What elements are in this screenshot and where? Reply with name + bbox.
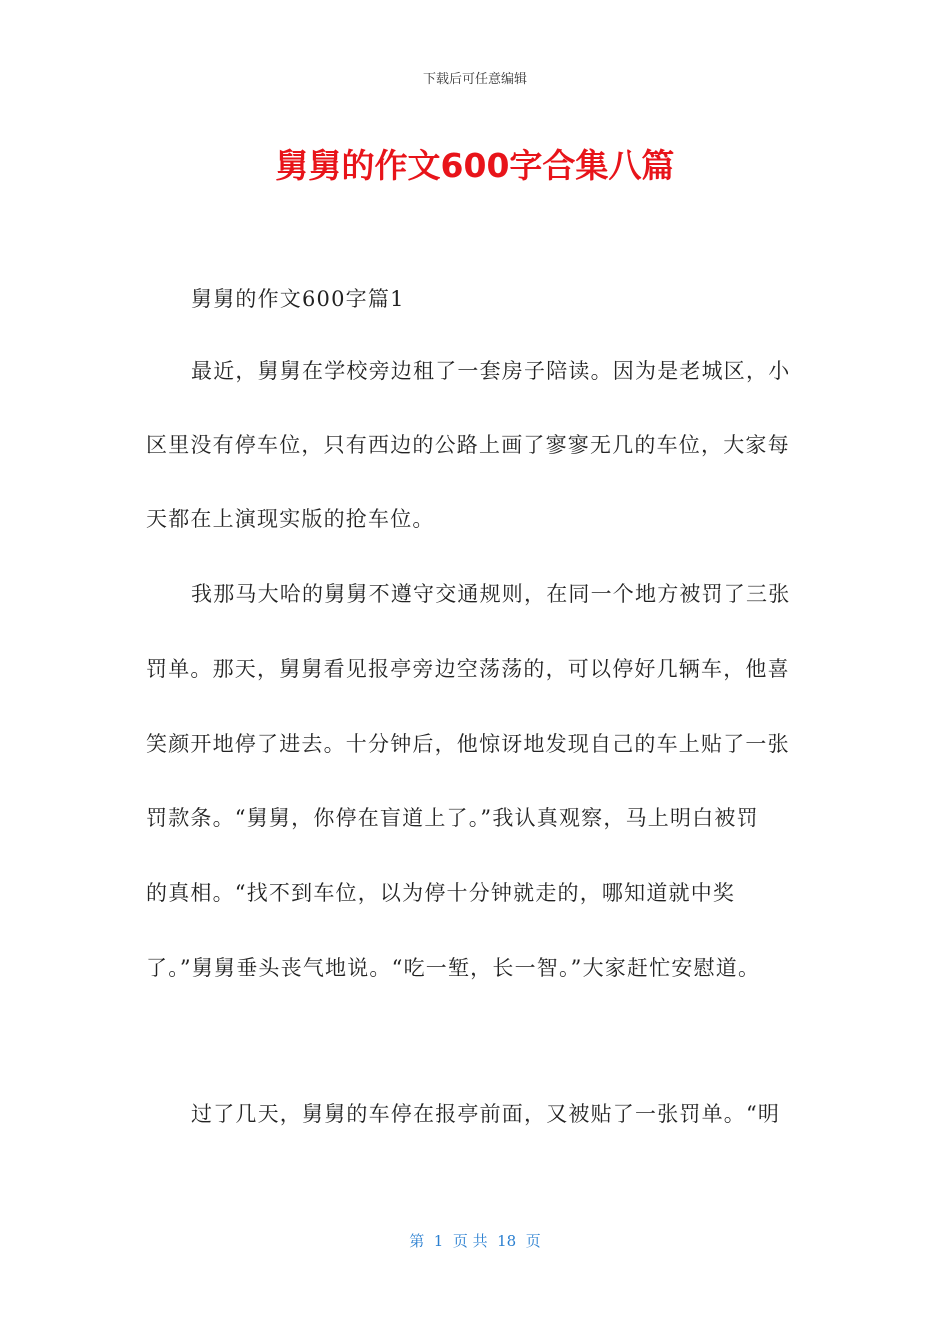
text-line: 区里没有停车位，只有西边的公路上画了寥寥无几的车位，大家每	[146, 433, 790, 457]
text-line: 罚单。那天，舅舅看见报亭旁边空荡荡的，可以停好几辆车，他喜	[146, 657, 790, 681]
header-note: 下载后可任意编辑	[422, 72, 527, 87]
text-line: 过了几天，舅舅的车停在报亭前面，又被贴了一张罚单。“明	[191, 1102, 781, 1126]
text-line: 天都在上演现实版的抢车位。	[146, 507, 435, 531]
text-line: 我那马大哈的舅舅不遵守交通规则，在同一个地方被罚了三张	[191, 582, 791, 606]
document-title: 舅舅的作文600字合集八篇	[275, 146, 675, 185]
text-line: 最近，舅舅在学校旁边租了一套房子陪读。因为是老城区，小	[191, 359, 791, 383]
text-line: 的真相。“找不到车位，以为停十分钟就走的，哪知道就中奖	[146, 881, 736, 905]
text-line: 罚款条。“舅舅，你停在盲道上了。”我认真观察，马上明白被罚	[146, 806, 759, 830]
page-footer: 第 1 页 共 18 页	[409, 1232, 541, 1250]
text-line: 了。”舅舅垂头丧气地说。“吃一堑，长一智。”大家赶忙安慰道。	[146, 956, 761, 980]
paragraph-heading: 舅舅的作文600字篇1	[191, 287, 405, 311]
text-line: 笑颜开地停了进去。十分钟后，他惊讶地发现自己的车上贴了一张	[146, 732, 790, 756]
